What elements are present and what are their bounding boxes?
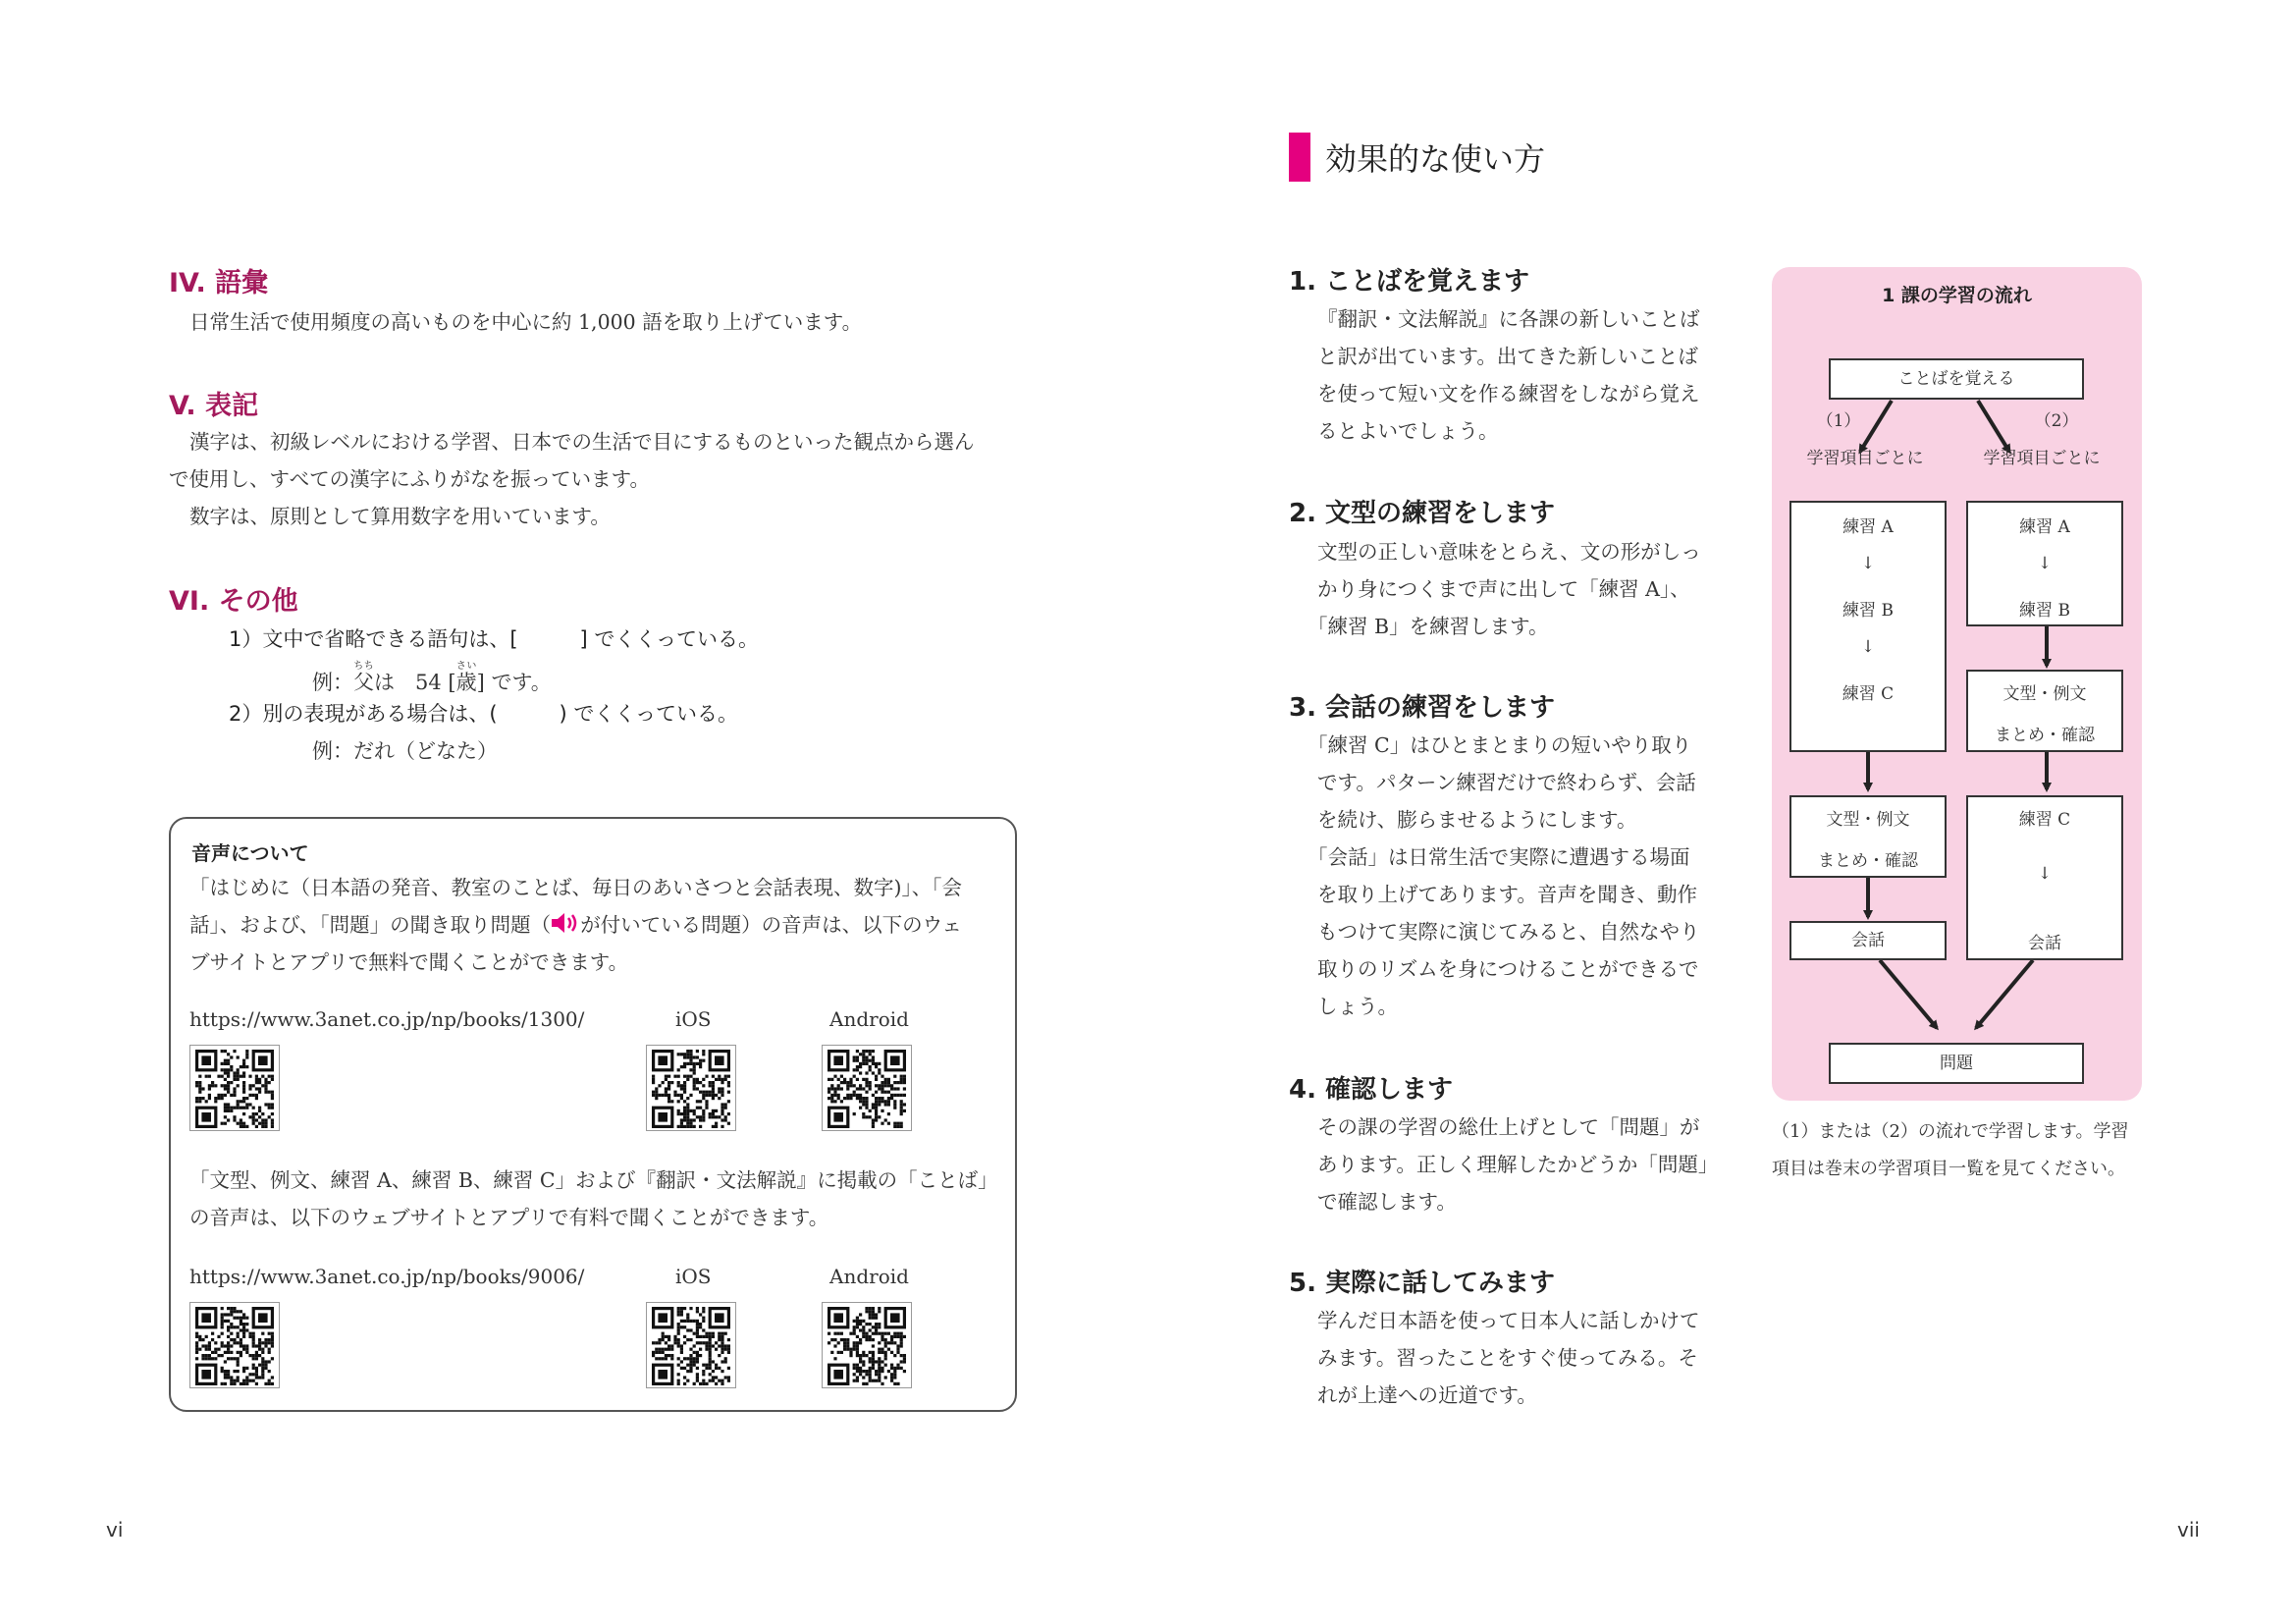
- audio-box-title: 音声について: [191, 841, 309, 865]
- audio-para1-line2: [189, 906, 962, 946]
- audio-para2-line2: の音声は、以下のウェブサイトとアプリで有料で聞くことができます。: [189, 1206, 829, 1229]
- usage-item-2-line: かり身につくまで声に出して「練習 A」、: [1317, 577, 1690, 601]
- example-1-word2: 歳さい: [455, 661, 477, 694]
- flow-box-left-practice: [1789, 501, 1947, 752]
- usage-item-3-line: を続け、膨らませるようにします。: [1317, 808, 1637, 832]
- title-accent-bar: [1289, 133, 1310, 182]
- qr-code-icon: [828, 1307, 906, 1385]
- usage-item-3-line: しょう。: [1317, 995, 1398, 1018]
- flow-left-practice-b: 練習 B: [1842, 601, 1894, 621]
- qr-code-icon: [652, 1050, 730, 1128]
- flow-down-arrow: ↓: [2037, 864, 2053, 884]
- audio-para1-line3: ブサイトとアプリで無料で聞くことができます。: [189, 950, 629, 974]
- usage-item-4-line: あります。正しく理解したかどうか「問題」: [1317, 1153, 1719, 1176]
- audio-para2-line1: 「文型、例文、練習 A、練習 B、練習 C」および『翻訳・文法解説』に掲載の「ことば」: [189, 1168, 998, 1192]
- flow-box-right-practice-c: [1966, 795, 2123, 960]
- audio-url-1[interactable]: https://www.3anet.co.jp/np/books/1300/: [189, 1007, 585, 1031]
- section-vi-title: VI. その他: [169, 586, 298, 617]
- usage-item-1-line: るとよいでしょう。: [1317, 419, 1499, 443]
- section-v-line3: 数字は、原則として算用数字を用いています。: [189, 505, 611, 528]
- usage-item-3-line: 「練習 C」はひとまとまりの短いやり取り: [1308, 733, 1692, 757]
- qr-code-android-2[interactable]: [822, 1302, 912, 1388]
- section-v-line1: 漢字は、初級レベルにおける学習、日本での生活で目にするものといった観点から選ん: [189, 430, 975, 454]
- flow-left-review: まとめ・確認: [1818, 851, 1918, 871]
- section-iv-text: 日常生活で使用頻度の高いものを中心に約 1,000 語を取り上げています。: [189, 310, 863, 334]
- usage-item-3-line: を取り上げてあります。音声を聞き、動作: [1317, 883, 1698, 906]
- flow-branch-label-1: 学習項目ごとに: [1806, 449, 1924, 468]
- qr-code-ios-1[interactable]: [646, 1045, 736, 1131]
- section-iv-title: IV. 語彙: [169, 268, 269, 298]
- audio-para1-line2-b: が付いている問題）の音声は、以下のウェ: [580, 913, 962, 937]
- usage-item-1-head: 1. ことばを覚えます: [1289, 267, 1530, 297]
- flow-box-right-practice-ab: [1966, 501, 2123, 626]
- qr-code-icon: [828, 1050, 906, 1128]
- usage-item-2-line: 文型の正しい意味をとらえ、文の形がしっ: [1317, 540, 1701, 564]
- qr-code-icon: [195, 1307, 274, 1385]
- flow-caption: [1772, 1113, 2128, 1188]
- flow-right-practice-c: 練習 C: [2018, 810, 2071, 830]
- flow-right-pattern: 文型・例文: [2002, 684, 2087, 704]
- flow-branch-label-2: 学習項目ごとに: [1983, 449, 2101, 468]
- usage-item-5-head: 5. 実際に話してみます: [1289, 1269, 1556, 1298]
- qr-code-icon: [652, 1307, 730, 1385]
- usage-item-3-line: 「会話」は日常生活で実際に遭遇する場面: [1308, 845, 1690, 869]
- rule-2: 2）別の表現がある場合は、( ) でくくっている。: [229, 702, 738, 726]
- flow-down-arrow: ↓: [2037, 554, 2053, 573]
- example-1-prefix: 例：: [312, 671, 353, 694]
- flow-box-left-summary: [1789, 795, 1947, 878]
- qr-code-android-1[interactable]: [822, 1045, 912, 1131]
- flow-right-practice-b: 練習 B: [2019, 601, 2070, 621]
- flow-left-pattern: 文型・例文: [1826, 810, 1910, 830]
- qr-code-web-2[interactable]: [189, 1302, 280, 1388]
- rule-1: 1）文中で省略できる語句は、[ ] でくくっている。: [229, 627, 759, 651]
- page-title: 効果的な使い方: [1325, 140, 1546, 178]
- flow-title: 1 課の学習の流れ: [1882, 285, 2032, 306]
- usage-item-5-line: 学んだ日本語を使って日本人に話しかけて: [1317, 1309, 1700, 1332]
- usage-item-1-line: 『翻訳・文法解説』に各課の新しいことば: [1317, 307, 1700, 331]
- ios-label-1: iOS: [675, 1007, 712, 1031]
- android-label-2: Android: [829, 1265, 909, 1288]
- example-1: [312, 661, 552, 696]
- page-number-right: vii: [2177, 1518, 2200, 1542]
- flow-left-practice-a: 練習 A: [1842, 517, 1894, 537]
- flow-caption-line1: （1）または（2）の流れで学習します。学習: [1772, 1121, 2129, 1142]
- section-v-line2: で使用し、すべての漢字にふりがなを振っています。: [169, 467, 650, 491]
- flow-right-review: まとめ・確認: [1995, 726, 2095, 745]
- usage-item-2-line: 「練習 B」を練習します。: [1308, 615, 1549, 638]
- audio-url-2[interactable]: https://www.3anet.co.jp/np/books/9006/: [189, 1265, 585, 1288]
- usage-item-4-line: その課の学習の総仕上げとして「問題」が: [1317, 1115, 1700, 1139]
- page-number-left: vi: [106, 1518, 124, 1542]
- flow-right-practice-a: 練習 A: [2019, 517, 2070, 537]
- usage-item-3-line: もつけて実際に演じてみると、自然なやり: [1317, 920, 1700, 944]
- flow-branch-2: （2）: [2034, 411, 2079, 431]
- flow-down-arrow: ↓: [1860, 554, 1876, 573]
- learning-flow-chart: [1772, 267, 2142, 1101]
- flow-box-bottom: 問題: [1829, 1043, 2084, 1084]
- flow-caption-line2: 項目は巻末の学習項目一覧を見てください。: [1772, 1159, 2125, 1179]
- qr-code-ios-2[interactable]: [646, 1302, 736, 1388]
- audio-para1-line1: 「はじめに（日本語の発音、教室のことば、毎日のあいさつと会話表現、数字)」、「会: [189, 876, 962, 899]
- flow-box-right-summary: [1966, 670, 2123, 752]
- audio-para1-line2-a: 話」、および、「問題」の聞き取り問題（: [189, 913, 552, 937]
- flow-down-arrow: ↓: [1860, 637, 1876, 657]
- usage-item-1-line: を使って短い文を作る練習をしながら覚え: [1317, 382, 1700, 406]
- qr-code-web-1[interactable]: [189, 1045, 280, 1131]
- usage-item-3-head: 3. 会話の練習をします: [1289, 693, 1556, 723]
- flow-box-left-conversation: 会話: [1789, 921, 1947, 960]
- usage-item-3-line: 取りのリズムを身につけることができるで: [1317, 957, 1699, 981]
- ios-label-2: iOS: [675, 1265, 712, 1288]
- usage-item-5-line: れが上達への近道です。: [1317, 1383, 1537, 1407]
- speaker-icon: [551, 908, 580, 946]
- flow-box-top: ことばを覚える: [1829, 358, 2084, 400]
- example-2: 例：だれ（どなた）: [312, 739, 498, 763]
- usage-item-2-head: 2. 文型の練習をします: [1289, 499, 1556, 528]
- usage-item-4-head: 4. 確認します: [1289, 1075, 1454, 1105]
- usage-item-3-line: です。パターン練習だけで終わらず、会話: [1317, 771, 1696, 794]
- example-1-suffix: ] です。: [476, 671, 552, 694]
- usage-item-1-line: と訳が出ています。出てきた新しいことば: [1317, 345, 1698, 368]
- flow-branch-1: （1）: [1816, 411, 1861, 431]
- usage-item-5-line: みます。習ったことをすぐ使ってみる。そ: [1317, 1346, 1698, 1370]
- example-1-mid: は 54 [: [374, 671, 456, 694]
- flow-right-conversation: 会話: [2028, 934, 2061, 953]
- example-1-word: 父ちち: [353, 661, 374, 694]
- qr-code-icon: [195, 1050, 274, 1128]
- usage-item-4-line: で確認します。: [1317, 1190, 1457, 1214]
- android-label-1: Android: [829, 1007, 909, 1031]
- section-v-title: V. 表記: [169, 391, 259, 421]
- flow-left-practice-c: 練習 C: [1842, 684, 1895, 704]
